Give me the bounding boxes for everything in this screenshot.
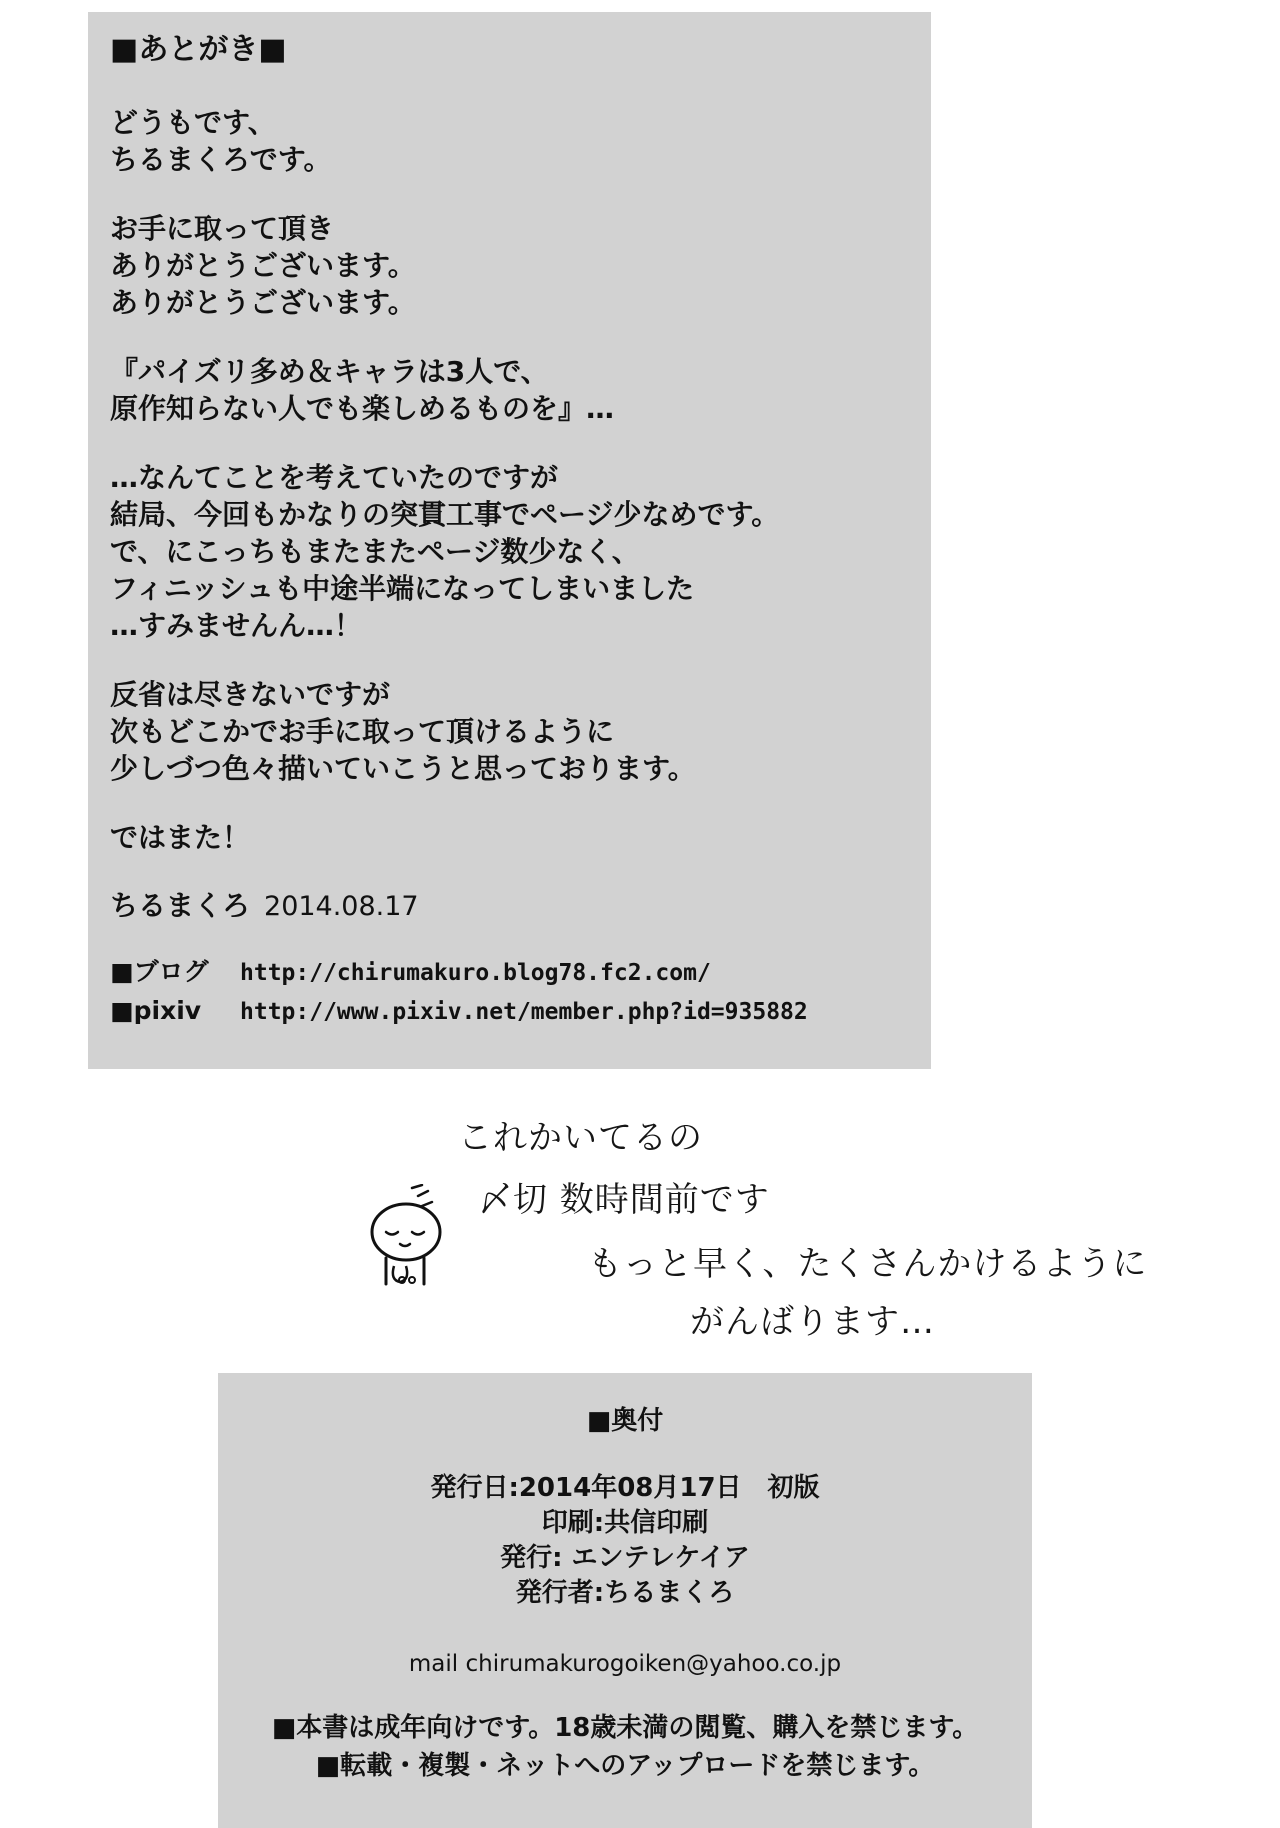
signature: [110, 886, 931, 927]
signature-date: 2014.08.17: [264, 891, 419, 922]
colophon-notices: [218, 1709, 1032, 1785]
afterword-line: …なんてことを考えていたのですが: [110, 461, 559, 494]
afterword-line: ではまた！: [110, 821, 251, 854]
note-line: これかいてるの: [458, 1118, 703, 1158]
link-label-blog: ■ブログ: [110, 957, 209, 986]
notice-line: ■転載・複製・ネットへのアップロードを禁じます。: [315, 1751, 935, 1781]
contact-mail[interactable]: mail chirumakurogoiken@yahoo.co.jp: [408, 1651, 842, 1677]
afterword-line: ありがとうございます。: [110, 286, 416, 319]
afterword-paragraph: [110, 104, 931, 178]
colophon-panel: [218, 1373, 1032, 1828]
afterword-line: 次もどこかでお手に取って頂けるように: [110, 715, 615, 748]
link-row-blog: [110, 953, 931, 992]
afterword-line: 『パイズリ多め＆キャラは3人で、: [110, 355, 549, 388]
afterword-paragraph: [110, 819, 931, 856]
note-line: がんばります…: [690, 1302, 935, 1342]
note-line: もっと早く、たくさんかけるように: [588, 1244, 1148, 1284]
afterword-paragraph: [110, 210, 931, 321]
handwritten-note: [350, 1110, 1148, 1342]
sleepy-face-icon: [360, 1184, 456, 1294]
afterword-line: で、にこっちもまたまたページ数少なく、: [110, 535, 640, 568]
afterword-line: 少しづつ色々描いていこうと思っております。: [110, 752, 696, 785]
afterword-line: 原作知らない人でも楽しめるものを』…: [110, 392, 615, 425]
link-row-pixiv: [110, 992, 931, 1031]
colophon-detail: 発行日:2014年08月17日 初版: [430, 1473, 820, 1503]
afterword-paragraph: [110, 676, 931, 787]
colophon-title: ■奥付: [586, 1406, 664, 1436]
afterword-line: …すみませんん…！: [110, 609, 363, 642]
afterword-heading: ■あとがき■: [110, 32, 287, 67]
afterword-paragraph: [110, 459, 931, 644]
afterword-line: お手に取って頂き: [110, 212, 335, 245]
colophon-detail: 印刷:共信印刷: [541, 1508, 709, 1538]
colophon-detail: 発行者:ちるまくろ: [515, 1578, 735, 1608]
afterword-panel: [88, 12, 931, 1069]
note-line: 〆切 数時間前です: [478, 1180, 770, 1220]
link-url-blog[interactable]: http://chirumakuro.blog78.fc2.com/: [240, 960, 711, 986]
afterword-line: 結局、今回もかなりの突貫工事でページ少なめです。: [110, 498, 780, 531]
afterword-line: ありがとうございます。: [110, 249, 416, 282]
link-url-pixiv[interactable]: http://www.pixiv.net/member.php?id=935882: [240, 999, 808, 1025]
signature-name: ちるまくろ: [110, 889, 251, 922]
colophon-details: [218, 1471, 1032, 1611]
afterword-paragraph: [110, 353, 931, 427]
links-list: [110, 953, 931, 1031]
colophon-detail: 発行: エンテレケイア: [500, 1543, 750, 1573]
link-label-pixiv: ■pixiv: [110, 996, 202, 1025]
notice-line: ■本書は成年向けです。18歳未満の閲覧、購入を禁じます。: [271, 1713, 979, 1743]
afterword-line: どうもです、: [110, 106, 276, 139]
afterword-line: フィニッシュも中途半端になってしまいました: [110, 572, 695, 605]
afterword-line: ちるまくろです。: [110, 143, 332, 176]
afterword-line: 反省は尽きないですが: [110, 678, 391, 711]
